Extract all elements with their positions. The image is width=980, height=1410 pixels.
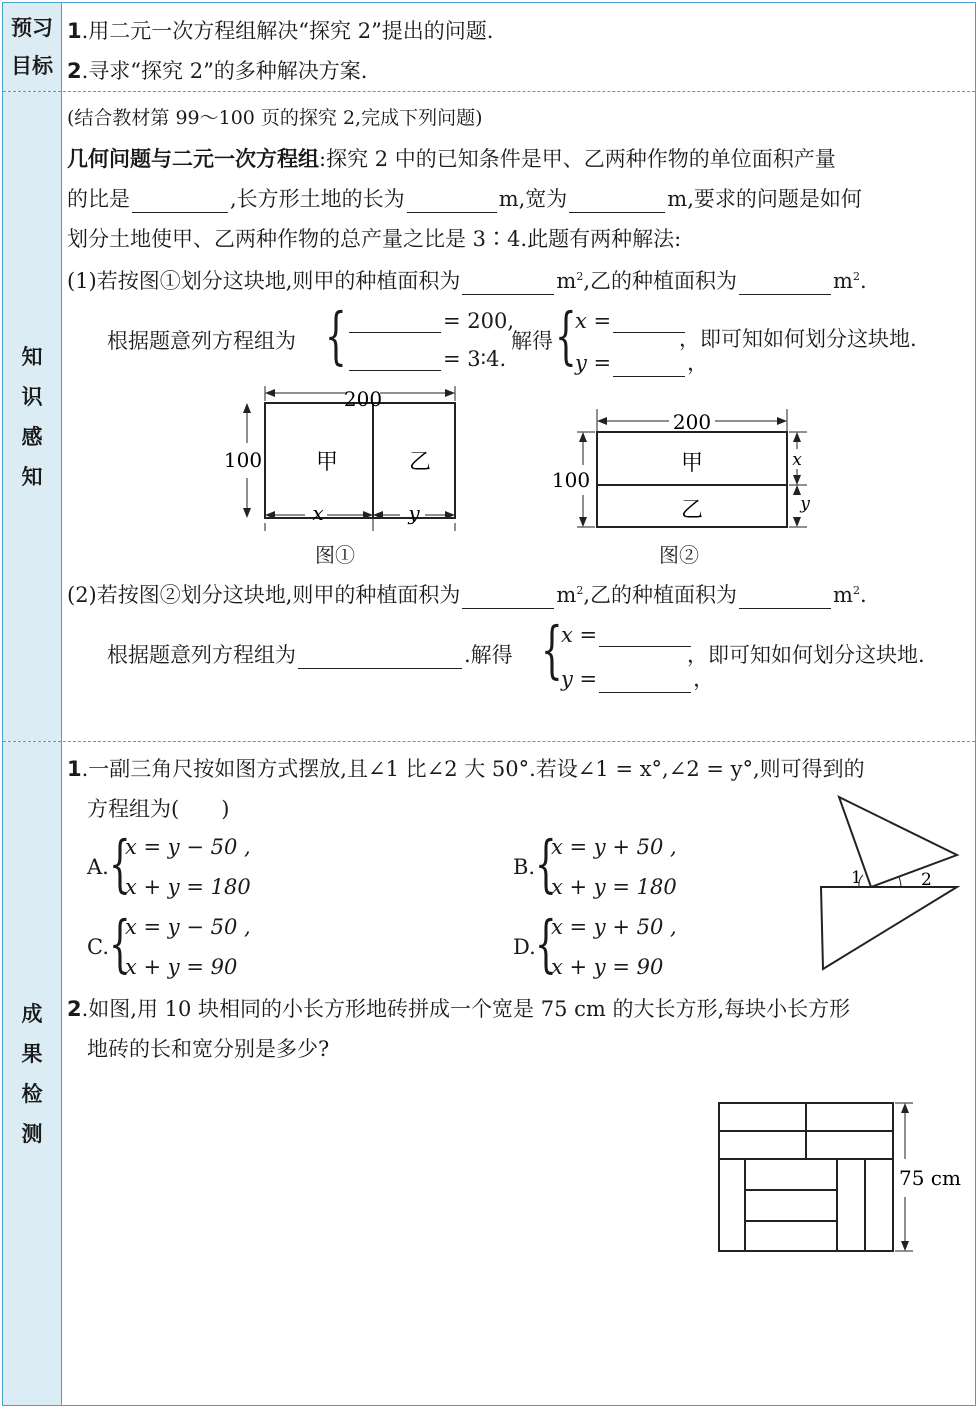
option-a-row2: x + y = 180 bbox=[125, 875, 251, 899]
label-column-divider bbox=[61, 3, 62, 1405]
fig2-caption: 图② bbox=[659, 543, 699, 567]
fig2-yi: 乙 bbox=[680, 498, 704, 523]
knowledge-line-3: 划分土地使甲、乙两种作物的总产量之比是 3∶4.此题有两种解法: bbox=[67, 227, 682, 251]
option-d-row2: x + y = 90 bbox=[551, 955, 664, 979]
fig2-left-label: 100 bbox=[551, 468, 591, 492]
option-b-row1: x = y + 50 , bbox=[551, 835, 677, 859]
goal-item-2: 2.寻求“探究 2”的多种解决方案. bbox=[67, 59, 368, 83]
option-d-brace: { bbox=[535, 907, 557, 980]
blank-ratio[interactable] bbox=[132, 192, 228, 213]
divider-knowledge bbox=[3, 741, 975, 742]
topic-title: 几何问题与二元一次方程组 bbox=[67, 147, 319, 171]
brace-sol2: { bbox=[541, 613, 563, 686]
option-c-brace: { bbox=[109, 907, 131, 980]
test-q2-line1: 2.如图,用 10 块相同的小长方形地砖拼成一个宽是 75 cm 的大长方形,每块小长方形 bbox=[67, 997, 851, 1021]
blank-eq1-row1[interactable] bbox=[349, 312, 441, 333]
goal-item-1: 1.用二元一次方程组解决“探究 2”提出的问题. bbox=[67, 19, 494, 43]
sol1-y: y = ， bbox=[575, 351, 709, 375]
blank-width[interactable] bbox=[569, 192, 665, 213]
section-label-test: 成 果 检 测 bbox=[3, 742, 61, 1405]
angle-1-label: 1 bbox=[851, 868, 862, 888]
fig1-jia: 甲 bbox=[315, 450, 339, 475]
option-a-label[interactable]: A. bbox=[87, 855, 109, 879]
sol1-x: x = bbox=[575, 309, 687, 333]
fig2-top-label: 200 bbox=[672, 410, 712, 434]
blank-sol2-x[interactable] bbox=[599, 626, 691, 647]
fig1-top-label: 200 bbox=[343, 387, 383, 411]
q1-area-line: (1)若按图①划分这块地,则甲的种植面积为 $m^2$,乙的种植面积为 $m^2$. bbox=[67, 269, 867, 293]
solve-word-1: 解得 bbox=[511, 329, 553, 353]
fig1-y: y bbox=[408, 501, 420, 525]
blank-eq1-row2[interactable] bbox=[349, 350, 441, 371]
figure-1 bbox=[215, 383, 475, 533]
eq-line-2: 根据题意列方程组为 .解得 bbox=[107, 643, 513, 667]
worksheet-frame bbox=[2, 2, 976, 1406]
eq-prefix-1: 根据题意列方程组为 bbox=[107, 329, 296, 353]
sol2-x: x = bbox=[561, 623, 693, 647]
blank-area-jia-2[interactable] bbox=[462, 588, 554, 609]
blank-eq2-system[interactable] bbox=[298, 648, 462, 669]
option-b-row2: x + y = 180 bbox=[551, 875, 677, 899]
option-b-brace: { bbox=[535, 827, 557, 900]
option-d-label[interactable]: D. bbox=[513, 935, 536, 959]
tile-figure bbox=[715, 1099, 975, 1255]
test-q1-line1: 1.一副三角尺按如图方式摆放,且∠1 比∠2 大 50°.若设∠1 = x°,∠2 = y°,则可得到的 bbox=[67, 757, 865, 781]
test-q1-line2: 方程组为( ) bbox=[87, 797, 230, 821]
knowledge-line-1: 几何问题与二元一次方程组:探究 2 中的已知条件是甲、乙两种作物的单位面积产量 bbox=[67, 147, 836, 171]
option-a-brace: { bbox=[109, 827, 131, 900]
eq1-row2: = 3∶4. bbox=[347, 347, 506, 371]
option-d-row1: x = y + 50 , bbox=[551, 915, 677, 939]
option-c-row2: x + y = 90 bbox=[125, 955, 238, 979]
triangle-rulers-figure bbox=[815, 793, 975, 973]
blank-area-yi-2[interactable] bbox=[739, 588, 831, 609]
test-q2-line2: 地砖的长和宽分别是多少? bbox=[87, 1037, 330, 1061]
knowledge-line-2: 的比是 ,长方形土地的长为 m,宽为 m,要求的问题是如何 bbox=[67, 187, 862, 211]
blank-sol1-x[interactable] bbox=[613, 312, 685, 333]
blank-length[interactable] bbox=[407, 192, 497, 213]
blank-sol2-y[interactable] bbox=[599, 672, 691, 693]
q2-area-line: (2)若按图②划分这块地,则甲的种植面积为 $m^2$,乙的种植面积为 $m^2$. bbox=[67, 583, 867, 607]
fig1-caption: 图① bbox=[315, 543, 355, 567]
section-label-goal: 预习 目标 bbox=[3, 3, 61, 91]
conclude-1: ，即可知如何划分这块地. bbox=[679, 327, 917, 351]
blank-sol1-y[interactable] bbox=[613, 356, 685, 377]
section-label-knowledge: 知 识 感 知 bbox=[3, 92, 61, 741]
sol2-y: y = ， bbox=[561, 667, 715, 691]
fig1-x: x bbox=[312, 501, 324, 525]
option-a-row1: x = y − 50 , bbox=[125, 835, 251, 859]
brace-sol1: { bbox=[555, 299, 577, 372]
option-c-label[interactable]: C. bbox=[87, 935, 109, 959]
option-c-row1: x = y − 50 , bbox=[125, 915, 251, 939]
option-b-label[interactable]: B. bbox=[513, 855, 536, 879]
brace-eq1: { bbox=[325, 299, 347, 372]
fig2-y: y bbox=[800, 494, 810, 514]
fig2-jia: 甲 bbox=[680, 451, 704, 476]
blank-area-yi-1[interactable] bbox=[739, 274, 831, 295]
conclude-2: ，即可知如何划分这块地. bbox=[687, 643, 925, 667]
fig1-left-label: 100 bbox=[223, 448, 263, 472]
tile-width-label: 75 cm bbox=[899, 1166, 961, 1190]
blank-area-jia-1[interactable] bbox=[462, 274, 554, 295]
angle-2-label: 2 bbox=[921, 870, 932, 890]
divider-goal bbox=[3, 91, 975, 92]
fig1-yi: 乙 bbox=[408, 450, 432, 475]
knowledge-intro: (结合教材第 99～100 页的探究 2,完成下列问题) bbox=[67, 107, 483, 129]
fig2-x: x bbox=[792, 450, 802, 470]
eq1-row1: = 200, bbox=[347, 309, 514, 333]
figure-2 bbox=[547, 407, 827, 535]
